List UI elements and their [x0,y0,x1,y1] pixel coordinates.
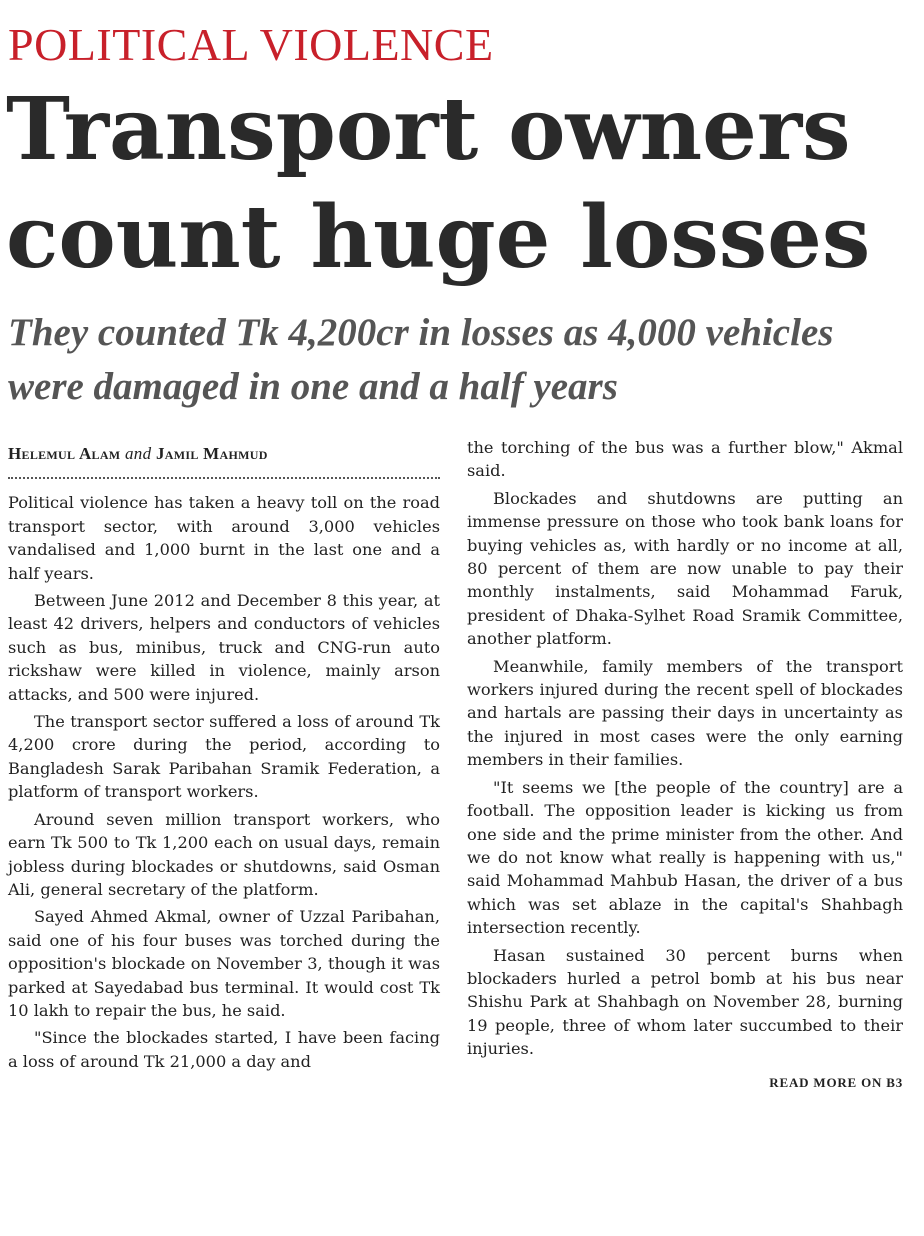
paragraph: Blockades and shutdowns are putting an immense pressure on those who took bank loans for buying vehicles as, with hardly or no income at all, 80 percent of them are now unable to pay their monthly instalments, said Mohammad Faruk, president of Dhaka-Sylhet Road Sramik Committee, another platform. [467,488,903,649]
article-column-right [467,436,903,1094]
paragraph: "Since the blockades started, I have been facing a loss of around Tk 21,000 a day and [8,1028,440,1071]
subheadline: They counted Tk 4,200cr in losses as 4,000 vehicles were damaged in one and a half years [8,311,834,408]
paragraph: Political violence has taken a heavy toll on the road transport sector, with around 3,000 vehicles vandalised and 1,000 burnt in the last one and a half years. [8,493,440,583]
byline-divider [8,477,440,479]
section-kicker: POLITICAL VIOLENCE [8,19,494,70]
paragraph: Hasan sustained 30 percent burns when blockaders hurled a petrol bomb at his bus near Shishu Park at Shahbagh on November 28, burning 19 people, three of whom later succumbed to their injuries. [467,945,903,1059]
byline [8,442,440,465]
paragraph: Around seven million transport workers, who earn Tk 500 to Tk 1,200 each on usual days, remain jobless during blockades or shutdowns, said Osman Ali, general secretary of the platform. [8,809,440,899]
byline-author-2: Jamil Mahmud [155,444,268,463]
paragraph: Between June 2012 and December 8 this year, at least 42 drivers, helpers and conductors of vehicles such as bus, minibus, truck and CNG-run auto rickshaw were killed in violence, mainly arson attacks, and 500 were injured. [8,591,440,704]
headline: Transport owners count huge losses [6,79,871,288]
paragraph: "It seems we [the people of the country] are a football. The opposition leader is kicking us from one side and the prime minister from the other. And we do not know what really is happening with us," said Mohammad Mahbub Hasan, the driver of a bus which was set ablaze in the capital's Shahbagh intersection recently. [467,777,903,938]
read-more-link[interactable]: READ MORE ON B3 [769,1074,903,1090]
byline-and: and [124,444,152,463]
paragraph: the torching of the bus was a further blow," Akmal said. [467,438,903,481]
byline-author-1: Helemul Alam [8,444,121,463]
paragraph: Meanwhile, family members of the transport workers injured during the recent spell of blockades and hartals are passing their days in uncertainty as the injured in most cases were the only earning members in their families. [467,656,903,770]
paragraph: Sayed Ahmed Akmal, owner of Uzzal Paribahan, said one of his four buses was torched during the opposition's blockade on November 3, though it was parked at Sayedabad bus terminal. It would cost Tk 10 lakh to repair the bus, he said. [8,907,440,1020]
paragraph: The transport sector suffered a loss of around Tk 4,200 crore during the period, according to Bangladesh Sarak Paribahan Sramik Federation, a platform of transport workers. [8,712,440,802]
article-column-left [8,438,440,1077]
